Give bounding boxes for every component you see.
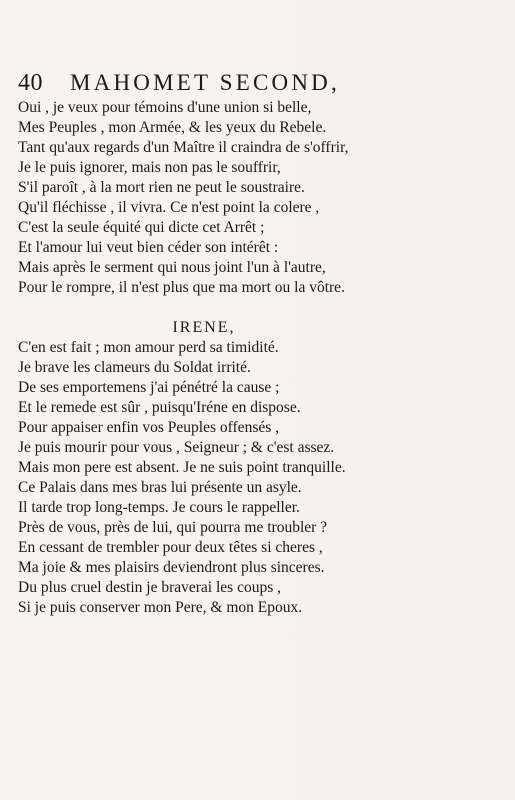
verse-line: Et le remede est sûr , puisqu'Iréne en dispose.	[18, 399, 301, 416]
verse-line: Je puis mourir pour vous , Seigneur ; & c'est assez.	[18, 439, 335, 456]
verse-block-before-speaker	[18, 98, 390, 298]
verse-line: Pour le rompre, il n'est plus que ma mort ou la vôtre.	[18, 279, 345, 296]
page-header	[18, 68, 390, 98]
verse-line: Je le puis ignorer, mais non pas le souffrir,	[18, 159, 281, 176]
verse-line: Ma joie & mes plaisirs deviendront plus sinceres.	[18, 559, 325, 576]
verse-line: Près de vous, près de lui, qui pourra me troubler ?	[18, 519, 328, 536]
verse-line: Et l'amour lui veut bien céder son intérêt :	[18, 239, 279, 256]
verse-line: Oui , je veux pour témoins d'une union si belle,	[18, 99, 312, 116]
verse-block-after-speaker	[18, 338, 390, 618]
speaker-name: IRENE,	[172, 319, 236, 336]
verse-line: Mes Peuples , mon Armée, & les yeux du Rebele.	[18, 119, 327, 136]
verse-line: Il tarde trop long-temps. Je cours le rappeller.	[18, 499, 300, 516]
page-number: 40	[18, 70, 43, 96]
verse-line: S'il paroît , à la mort rien ne peut le soustraire.	[18, 179, 305, 196]
verse-line: Je brave les clameurs du Soldat irrité.	[18, 359, 251, 376]
verse-line: Du plus cruel destin je braverai les coups ,	[18, 579, 281, 596]
verse-line: En cessant de trembler pour deux têtes si cheres ,	[18, 539, 323, 556]
verse-line: Ce Palais dans mes bras lui présente un asyle.	[18, 479, 302, 496]
verse-line: C'en est fait ; mon amour perd sa timidité.	[18, 339, 279, 356]
verse-line: Mais après le serment qui nous joint l'un à l'autre,	[18, 259, 326, 276]
verse-line: Mais mon pere est absent. Je ne suis point tranquille.	[18, 459, 346, 476]
verse-line: Si je puis conserver mon Pere, & mon Epoux.	[18, 599, 303, 616]
verse-line: Tant qu'aux regards d'un Maître il craindra de s'offrir,	[18, 139, 349, 156]
verse-line: De ses emportemens j'ai pénétré la cause ;	[18, 379, 280, 396]
verse-line: Pour appaiser enfin vos Peuples offensés ,	[18, 419, 280, 436]
verse-line: Qu'il fléchisse , il vivra. Ce n'est point la colere ,	[18, 199, 320, 216]
running-title: MAHOMET SECOND,	[70, 70, 340, 95]
verse-line: C'est la seule équité qui dicte cet Arrêt ;	[18, 219, 265, 236]
